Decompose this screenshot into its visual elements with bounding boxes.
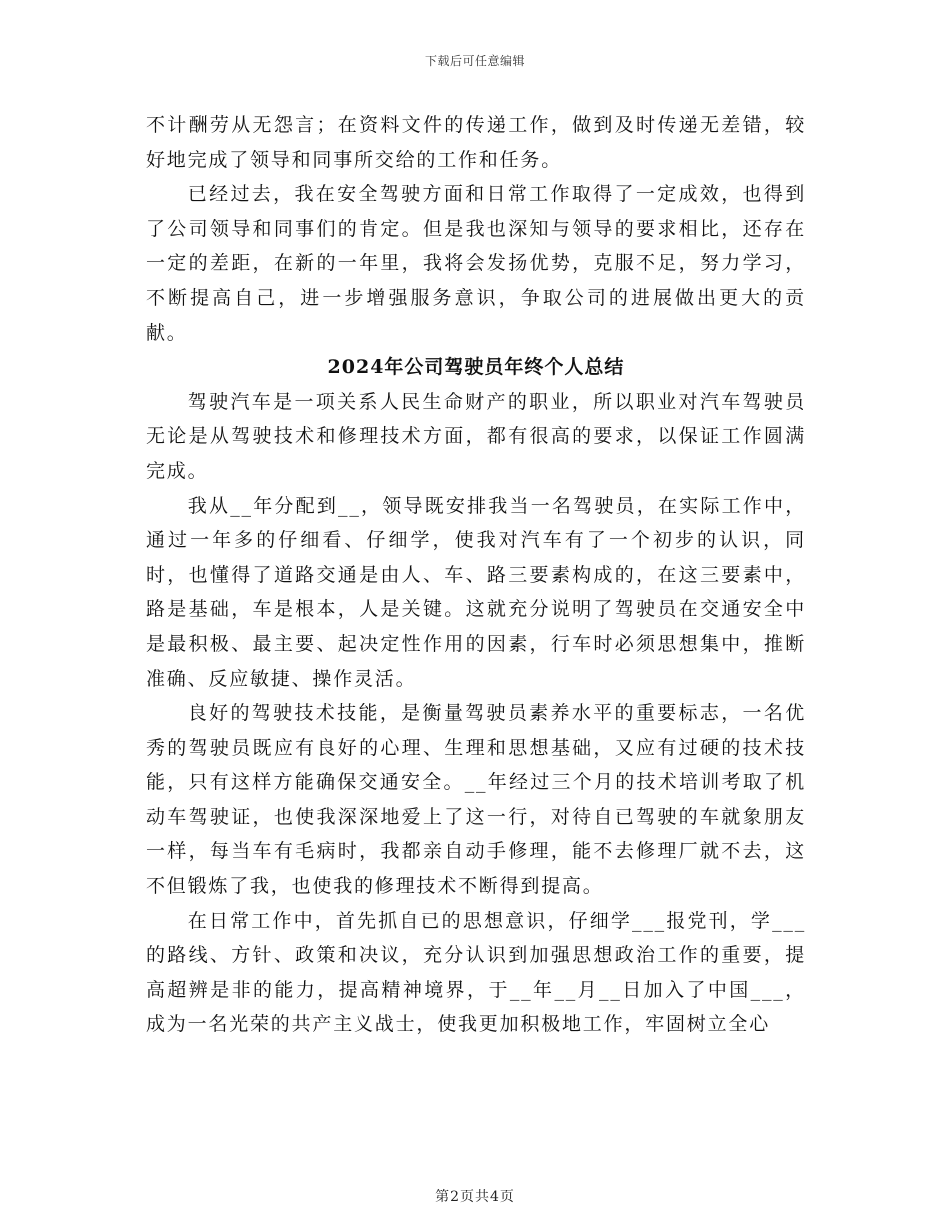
document-body — [146, 108, 806, 1042]
paragraph-summary: 已经过去，我在安全驾驶方面和日常工作取得了一定成效，也得到了公司领导和同事们的肯定。但是我也深知与领导的要求相比，还存在一定的差距，在新的一年里，我将会发扬优势，克服不足，努力学习，不断提高自己，进一步增强服务意识，争取公司的进展做出更大的贡献。 — [146, 183, 806, 344]
page-header: 下载后可任意编辑 — [424, 54, 525, 68]
paragraph-daily-work: 在日常工作中，首先抓自已的思想意识，仔细学___报党刊，学___的路线、方针、政策和决议，充分认识到加强思想政治工作的重要，提高超辨是非的能力，提高精神境界，于__年__月__日加入了中国___，成为一名光荣的共产主义战士，使我更加积极地工作，牢固树立全心 — [146, 909, 806, 1036]
paragraph-continued: 不计酬劳从无怨言；在资料文件的传递工作，做到及时传递无差错，较好地完成了领导和同事所交给的工作和任务。 — [146, 114, 806, 171]
section-title: 2024年公司驾驶员年终个人总结 — [327, 356, 625, 379]
paragraph-intro: 驾驶汽车是一项关系人民生命财产的职业，所以职业对汽车驾驶员无论是从驾驶技术和修理技术方面，都有很高的要求，以保证工作圆满完成。 — [146, 390, 806, 482]
page-number: 第2页共4页 — [435, 1189, 515, 1205]
paragraph-skills: 良好的驾驶技术技能，是衡量驾驶员素养水平的重要标志，一名优秀的驾驶员既应有良好的心理、生理和思想基础，又应有过硬的技术技能，只有这样方能确保交通安全。__年经过三个月的技术培训考取了机动车驾驶证，也使我深深地爱上了这一行，对待自已驾驶的车就象朋友一样，每当车有毛病时，我都亲自动手修理，能不去修理厂就不去，这不但锻炼了我，也使我的修理技术不断得到提高。 — [146, 702, 806, 898]
paragraph-assignment: 我从__年分配到__，领导既安排我当一名驾驶员，在实际工作中，通过一年多的仔细看、仔细学，使我对汽车有了一个初步的认识，同时，也懂得了道路交通是由人、车、路三要素构成的，在这三要素中，路是基础，车是根本，人是关键。这就充分说明了驾驶员在交通安全中是最积极、最主要、起决定性作用的因素，行车时必须思想集中，推断准确、反应敏捷、操作灵活。 — [146, 494, 806, 690]
